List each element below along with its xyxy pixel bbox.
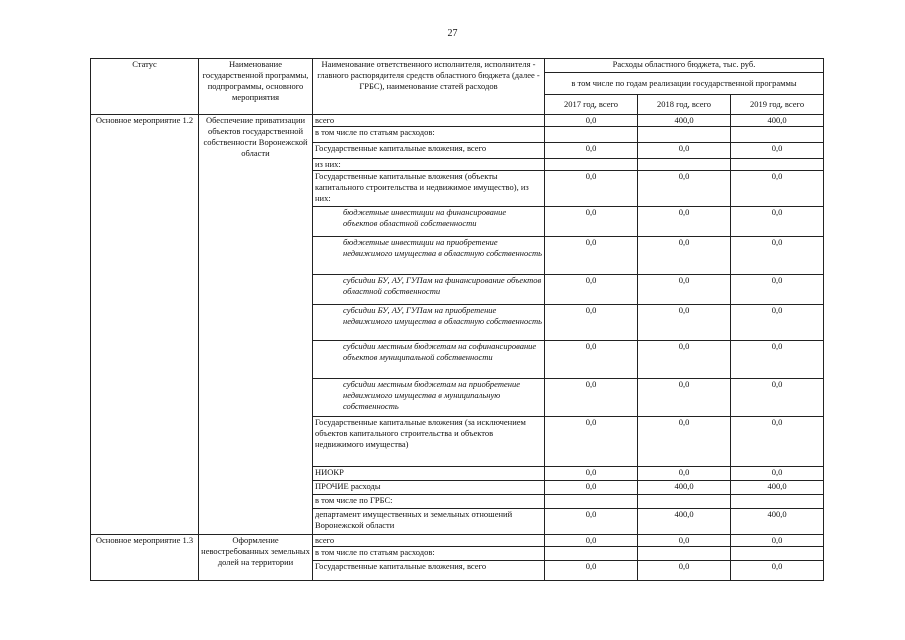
- row-value-2018: 0,0: [638, 561, 731, 581]
- row-value-2017: 0,0: [545, 305, 638, 341]
- row-value-2018: 0,0: [638, 535, 731, 547]
- row-label: бюджетные инвестиции на финансирование объектов областной собственности: [313, 207, 545, 237]
- row-value-2018: 400,0: [638, 115, 731, 127]
- header-name: Наименование государственной программы, подпрограммы, основного мероприятия: [199, 59, 313, 115]
- row-value-2018: 0,0: [638, 275, 731, 305]
- row-value-2017: 0,0: [545, 379, 638, 417]
- block2-name: Оформление невостребованных земельных долей на территории: [199, 535, 313, 581]
- header-year-2019: 2019 год, всего: [731, 95, 824, 115]
- row-label: субсидии БУ, АУ, ГУПам на финансирование объектов областной собственности: [313, 275, 545, 305]
- row-value-2019: [731, 127, 824, 143]
- row-label: всего: [313, 115, 545, 127]
- row-value-2019: 0,0: [731, 143, 824, 159]
- row-value-2019: 400,0: [731, 115, 824, 127]
- row-label: из них:: [313, 159, 545, 171]
- row-label: всего: [313, 535, 545, 547]
- row-value-2019: [731, 495, 824, 509]
- row-value-2018: [638, 159, 731, 171]
- header-by-years: в том числе по годам реализации государственной программы: [545, 73, 824, 95]
- row-value-2019: [731, 547, 824, 561]
- row-label: Государственные капитальные вложения (объекты капитального строительства и недвижимое имущество), из них:: [313, 171, 545, 207]
- row-value-2019: 400,0: [731, 481, 824, 495]
- row-value-2018: 0,0: [638, 379, 731, 417]
- row-value-2019: 0,0: [731, 237, 824, 275]
- row-value-2019: 0,0: [731, 305, 824, 341]
- row-value-2018: 0,0: [638, 171, 731, 207]
- row-value-2017: 0,0: [545, 481, 638, 495]
- row-label: ПРОЧИЕ расходы: [313, 481, 545, 495]
- row-label: НИОКР: [313, 467, 545, 481]
- row-value-2019: 0,0: [731, 467, 824, 481]
- row-value-2017: 0,0: [545, 171, 638, 207]
- row-value-2019: 0,0: [731, 561, 824, 581]
- header-status: Статус: [91, 59, 199, 115]
- row-value-2019: 0,0: [731, 207, 824, 237]
- row-value-2017: 0,0: [545, 341, 638, 379]
- row-value-2018: 0,0: [638, 417, 731, 467]
- row-label: в том числе по статьям расходов:: [313, 127, 545, 143]
- row-value-2017: 0,0: [545, 275, 638, 305]
- row-value-2018: 0,0: [638, 467, 731, 481]
- row-value-2017: 0,0: [545, 143, 638, 159]
- row-value-2019: 0,0: [731, 171, 824, 207]
- row-value-2018: 400,0: [638, 509, 731, 535]
- row-value-2018: [638, 127, 731, 143]
- row-value-2017: [545, 127, 638, 143]
- row-label: бюджетные инвестиции на приобретение недвижимого имущества в областную собственность: [313, 237, 545, 275]
- row-value-2017: 0,0: [545, 509, 638, 535]
- row-label: Государственные капитальные вложения, всего: [313, 561, 545, 581]
- row-value-2017: 0,0: [545, 561, 638, 581]
- row-value-2019: [731, 159, 824, 171]
- header-year-2017: 2017 год, всего: [545, 95, 638, 115]
- header-responsible: Наименование ответственного исполнителя, исполнителя - главного распорядителя средств областного бюджета (далее - ГРБС), наименование статей расходов: [313, 59, 545, 115]
- page-number: 27: [447, 28, 458, 39]
- block2-status: Основное мероприятие 1.3: [91, 535, 199, 581]
- row-label: Государственные капитальные вложения, всего: [313, 143, 545, 159]
- row-value-2017: [545, 495, 638, 509]
- row-value-2019: 0,0: [731, 341, 824, 379]
- row-label: субсидии БУ, АУ, ГУПам на приобретение недвижимого имущества в областную собственность: [313, 305, 545, 341]
- header-year-2018: 2018 год, всего: [638, 95, 731, 115]
- row-value-2018: 0,0: [638, 305, 731, 341]
- row-value-2018: 0,0: [638, 143, 731, 159]
- row-value-2017: 0,0: [545, 207, 638, 237]
- row-value-2018: 400,0: [638, 481, 731, 495]
- row-value-2018: [638, 495, 731, 509]
- row-label: департамент имущественных и земельных отношений Воронежской области: [313, 509, 545, 535]
- row-value-2017: [545, 547, 638, 561]
- row-value-2017: [545, 159, 638, 171]
- row-value-2019: 0,0: [731, 535, 824, 547]
- header-expenses: Расходы областного бюджета, тыс. руб.: [545, 59, 824, 73]
- budget-table: [90, 58, 824, 581]
- row-value-2017: 0,0: [545, 467, 638, 481]
- block1-name: Обеспечение приватизации объектов государственной собственности Воронежской области: [199, 115, 313, 535]
- row-value-2017: 0,0: [545, 237, 638, 275]
- row-value-2018: 0,0: [638, 207, 731, 237]
- row-value-2019: 400,0: [731, 509, 824, 535]
- row-value-2017: 0,0: [545, 535, 638, 547]
- block1-status: Основное мероприятие 1.2: [91, 115, 199, 535]
- row-value-2019: 0,0: [731, 379, 824, 417]
- row-label: в том числе по ГРБС:: [313, 495, 545, 509]
- row-value-2017: 0,0: [545, 417, 638, 467]
- row-value-2018: 0,0: [638, 341, 731, 379]
- row-value-2018: 0,0: [638, 237, 731, 275]
- row-label: в том числе по статьям расходов:: [313, 547, 545, 561]
- row-value-2017: 0,0: [545, 115, 638, 127]
- row-label: Государственные капитальные вложения (за исключением объектов капитального строительства и объектов недвижимого имущества): [313, 417, 545, 467]
- row-value-2019: 0,0: [731, 417, 824, 467]
- row-value-2018: [638, 547, 731, 561]
- row-label: субсидии местным бюджетам на приобретение недвижимого имущества в муниципальную собственность: [313, 379, 545, 417]
- row-label: субсидии местным бюджетам на софинансирование объектов муниципальной собственности: [313, 341, 545, 379]
- row-value-2019: 0,0: [731, 275, 824, 305]
